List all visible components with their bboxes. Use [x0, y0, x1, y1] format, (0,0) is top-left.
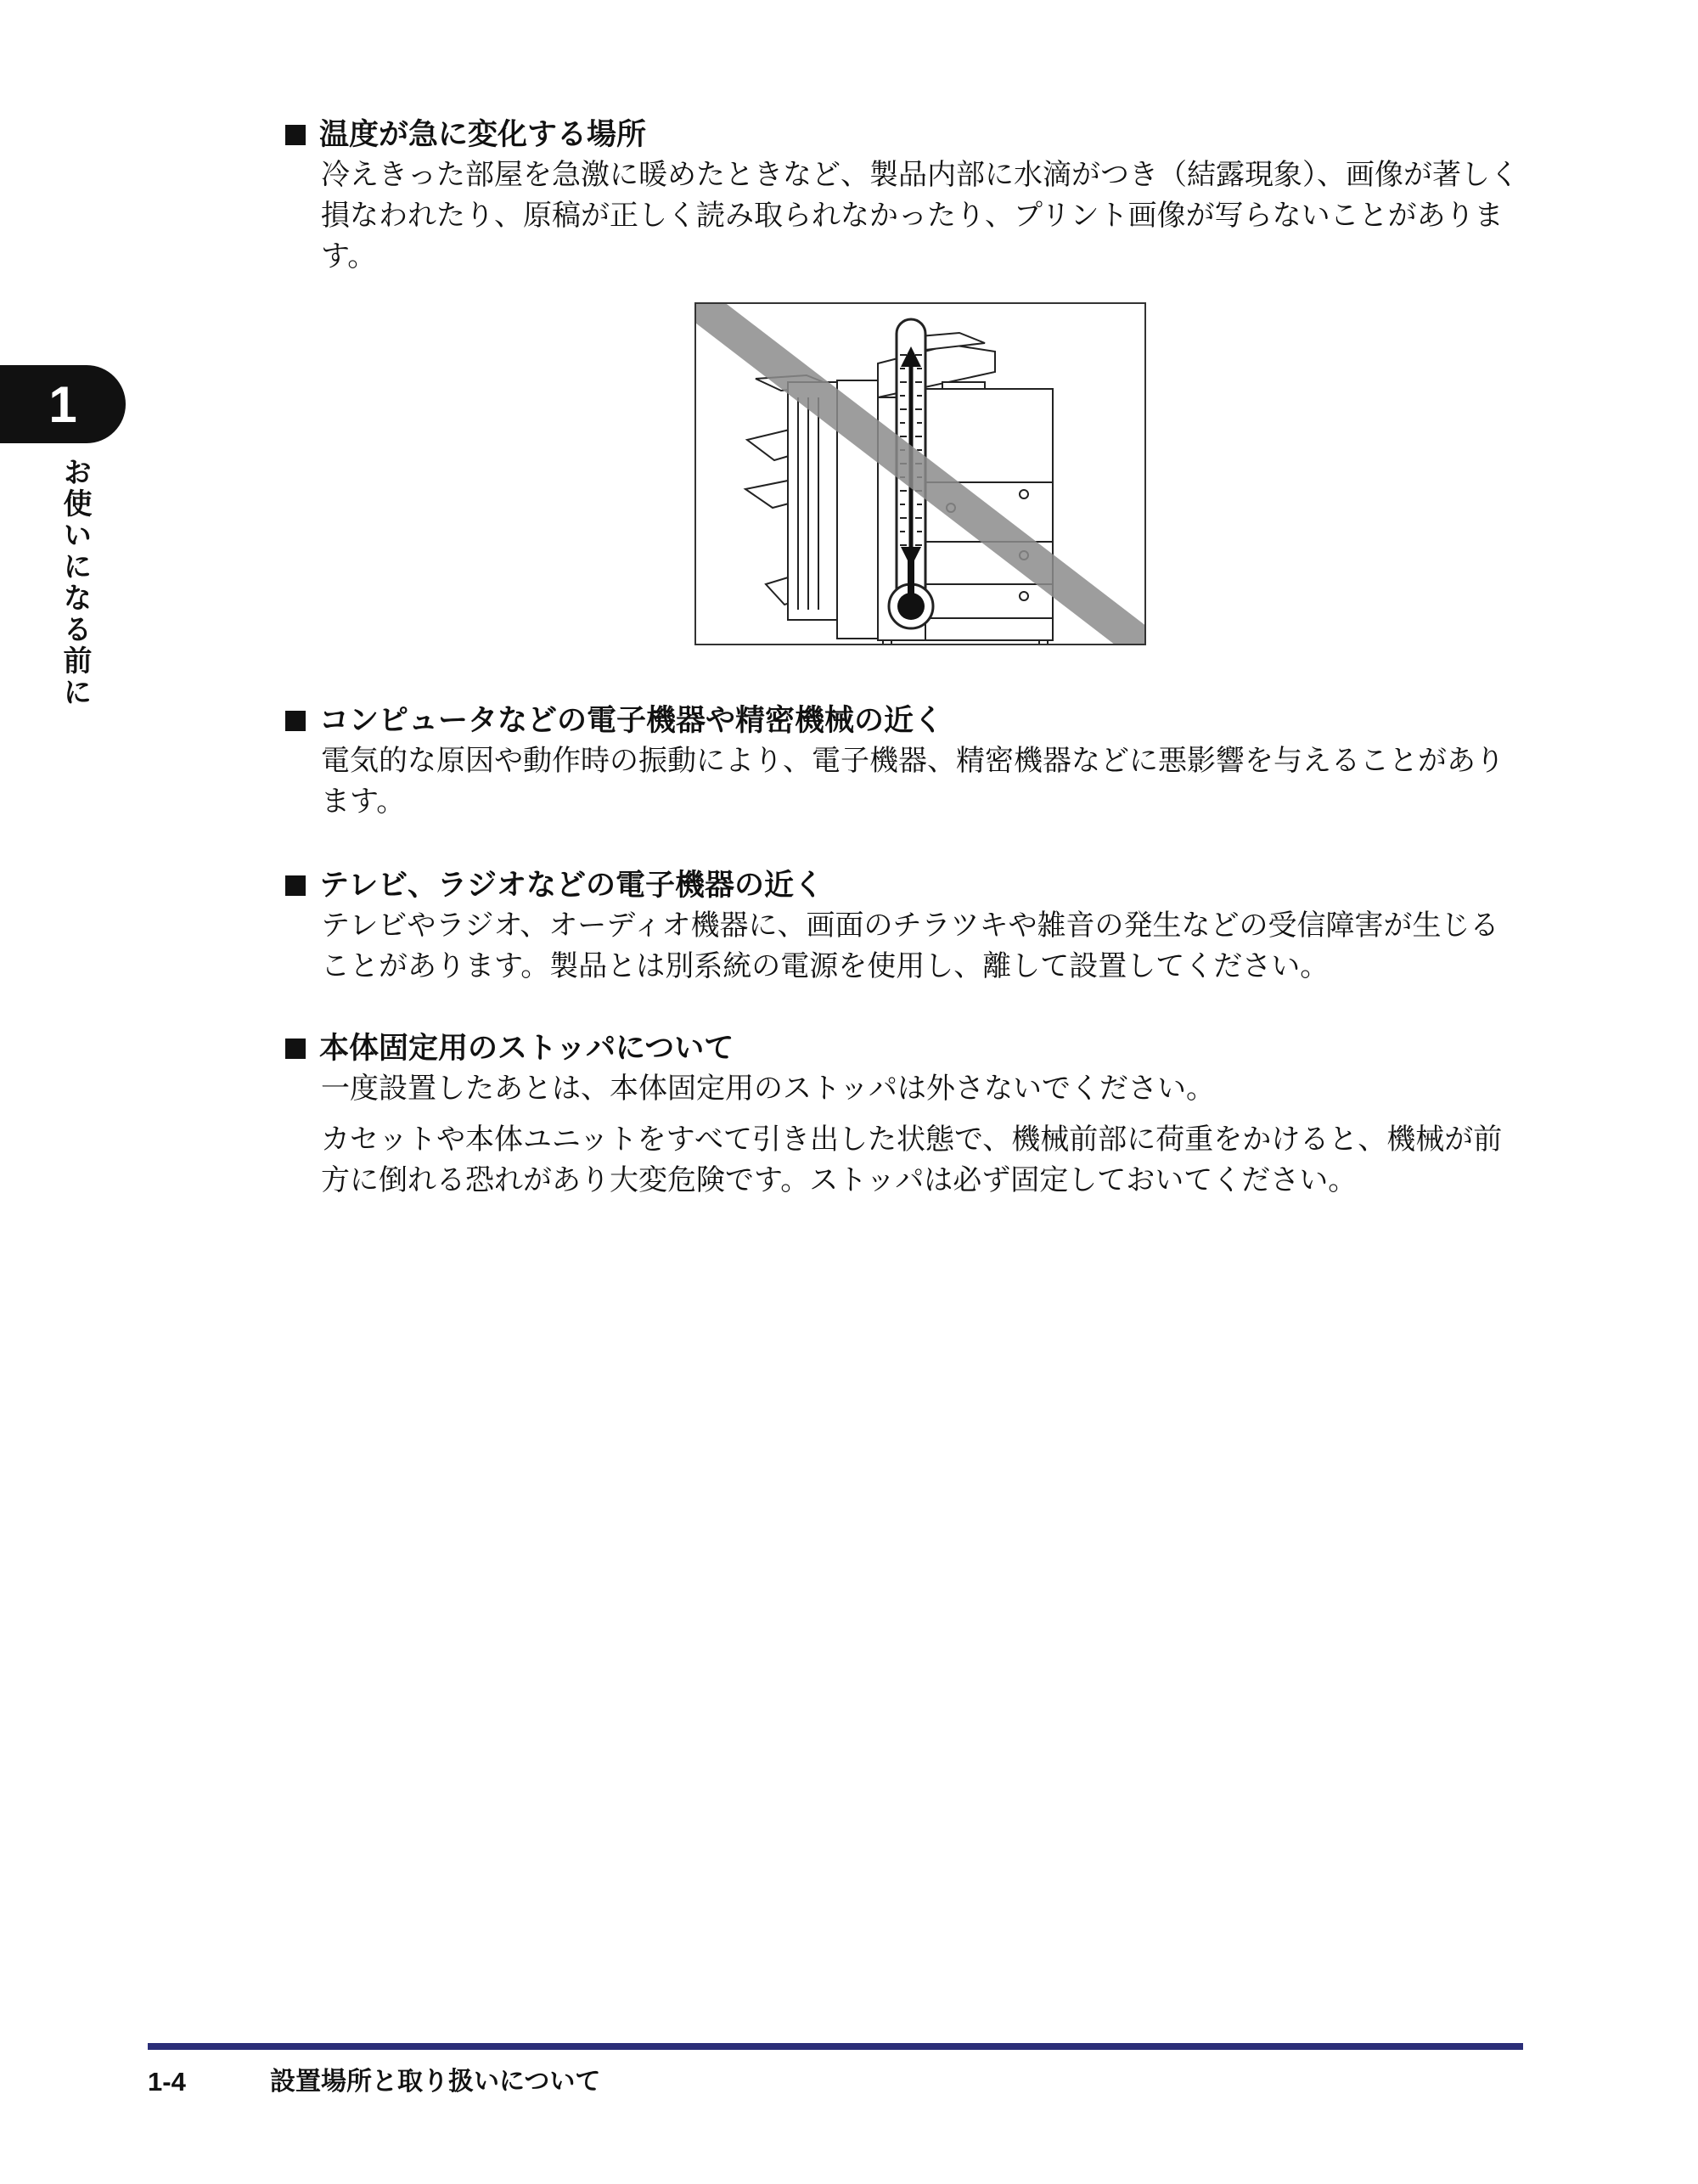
section-paragraph: 一度設置したあとは、本体固定用のストッパは外さないでください。	[321, 1072, 1215, 1106]
chapter-number-tab	[0, 365, 126, 443]
section-heading	[285, 115, 1525, 155]
bullet-square-icon	[285, 711, 306, 731]
chapter-number: 1	[48, 375, 77, 433]
section-body	[321, 1068, 1527, 1201]
section-stopper	[285, 1029, 1525, 1201]
section-body	[321, 155, 1527, 277]
section-heading-text: コンピュータなどの電子機器や精密機械の近く	[319, 704, 944, 738]
section-heading	[285, 1029, 1525, 1068]
section-paragraph: 冷えきった部屋を急激に暖めたときなど、製品内部に水滴がつき（結露現象）、画像が著しく損なわれたり、原稿が正しく読み取られなかったり、プリント画像が写らないことがあります。	[321, 158, 1519, 273]
section-body	[321, 905, 1527, 987]
section-electronic-equipment	[285, 701, 1525, 822]
footer-section-title: 設置場所と取り扱いについて	[270, 2067, 601, 2097]
section-heading-text: 温度が急に変化する場所	[319, 118, 647, 152]
section-tv-radio	[285, 866, 1525, 987]
chapter-side-title: お使いになる前に	[58, 457, 92, 708]
bullet-square-icon	[285, 1039, 306, 1059]
bullet-square-icon	[285, 125, 306, 145]
footer-rule	[148, 2043, 1523, 2050]
section-paragraph: カセットや本体ユニットをすべて引き出した状態で、機械前部に荷重をかけると、機械が前方に倒れる恐れがあり大変危険です。ストッパは必ず固定しておいてください。	[321, 1123, 1503, 1197]
section-temperature	[285, 115, 1525, 277]
section-body	[321, 740, 1527, 822]
section-paragraph: テレビやラジオ、オーディオ機器に、画面のチラツキや雑音の発生などの受信障害が生じることがあります。製品とは別系統の電源を使用し、離して設置してください。	[321, 909, 1499, 983]
section-heading	[285, 866, 1525, 905]
section-heading	[285, 701, 1525, 740]
illustration-temperature-change	[694, 302, 1146, 645]
bullet-square-icon	[285, 875, 306, 896]
section-heading-text: 本体固定用のストッパについて	[319, 1032, 734, 1066]
section-heading-text: テレビ、ラジオなどの電子機器の近く	[319, 869, 824, 903]
footer-page-number: 1-4	[148, 2067, 186, 2097]
section-paragraph: 電気的な原因や動作時の振動により、電子機器、精密機器などに悪影響を与えることがあります。	[321, 744, 1504, 819]
